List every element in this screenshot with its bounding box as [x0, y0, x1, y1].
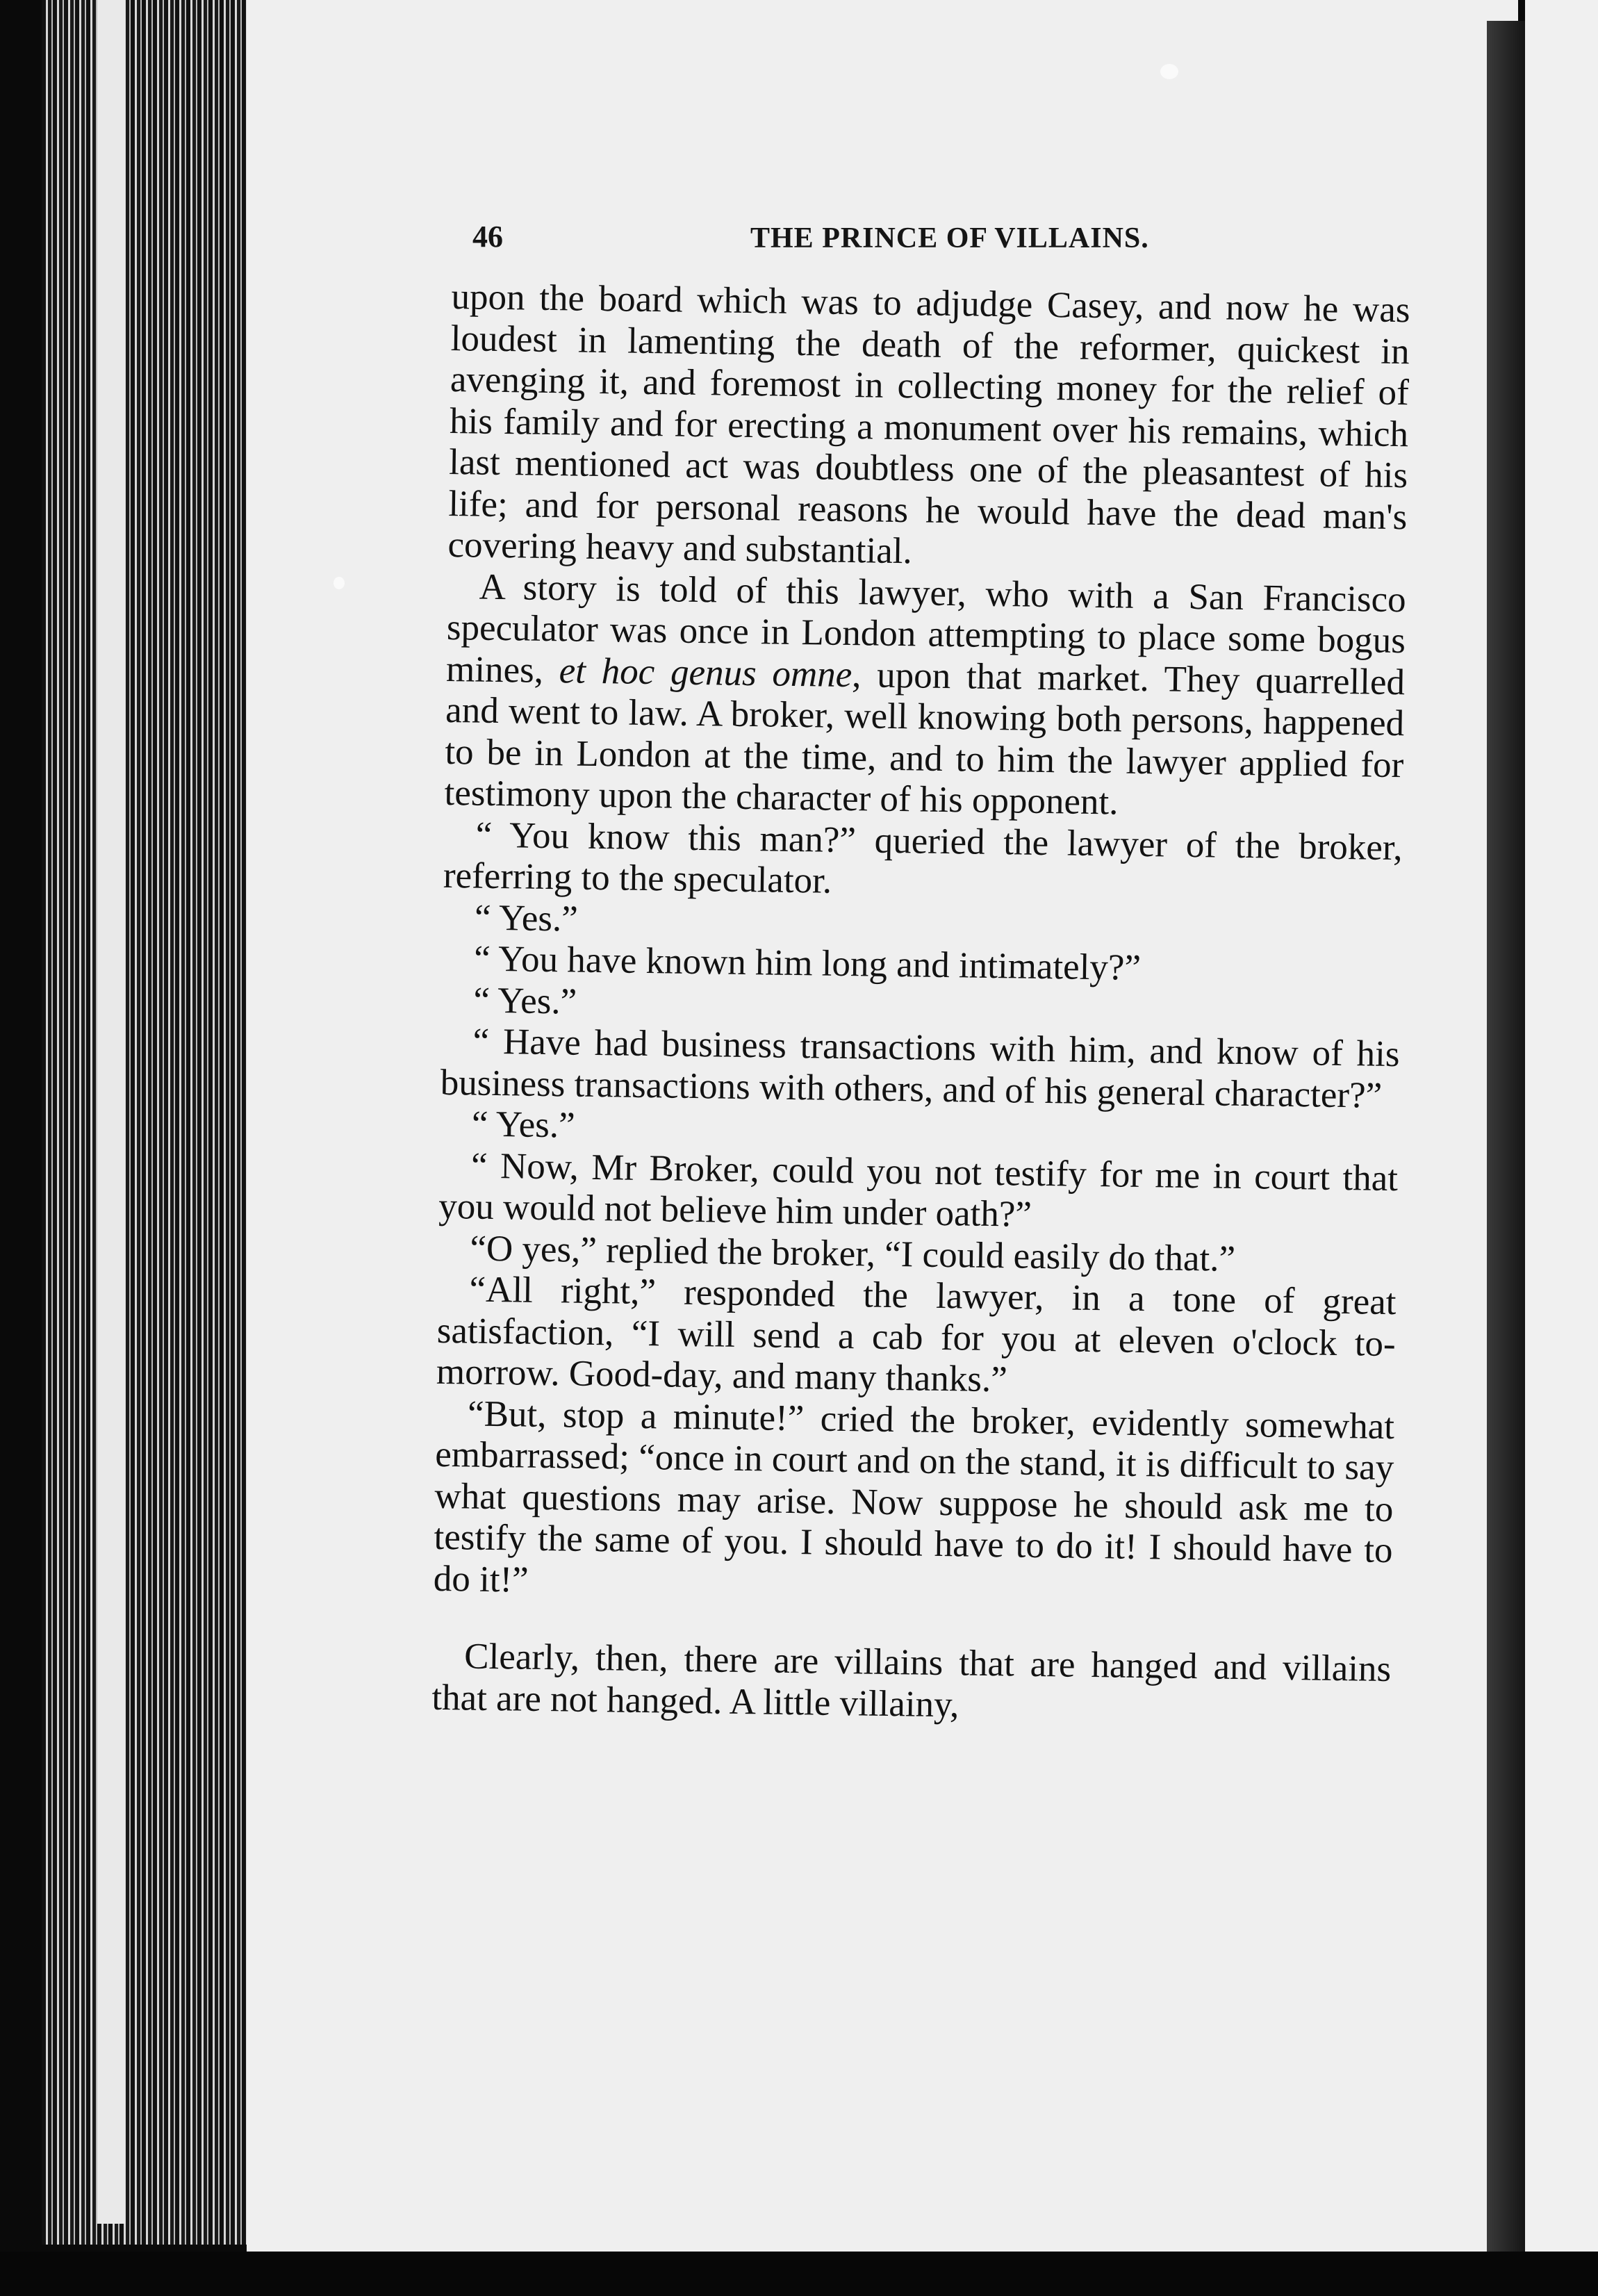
page-edge-highlight	[97, 0, 125, 2224]
text-span: “ You know this man?” queried the lawyer of the broker, referring to the speculator.	[443, 814, 1403, 901]
facing-page-edge	[1525, 0, 1598, 2296]
text-span: “ You have known him long and intimately?”	[473, 938, 1142, 988]
paragraph	[436, 1269, 1397, 1407]
text-span: “O yes,” replied the broker, “I could easily do that.”	[470, 1228, 1236, 1279]
page-edges	[42, 0, 250, 2245]
text-span: “ Yes.”	[474, 897, 579, 940]
text-span: “All right,” responded the lawyer, in a tone of great satisfaction, “I will send a cab for you at eleven o'clock to-morrow. Good-day, and many thanks.”	[436, 1269, 1397, 1400]
paper-speck	[333, 577, 345, 589]
paragraph	[440, 1021, 1400, 1117]
text-span: Clearly, then, there are villains that are hanged and villains that are not hanged. A little villainy,	[431, 1636, 1392, 1725]
text-span: upon the board which was to adjudge Casey, and now he was loudest in lamenting the death of the reformer, quickest in avenging it, and foremost in collecting money for the relief of his family and for erecting a monument over his remains, which last mentioned act was doubtless one of the pleasantest of his life; and for personal reasons he would have the dead man's covering heavy and substantial.	[447, 277, 1410, 572]
text-span: “ Yes.”	[473, 980, 577, 1022]
page-number: 46	[472, 220, 503, 254]
text-span: “ Have had business transactions with him, and know of his business transactions with others, and of his general character?”	[440, 1021, 1400, 1116]
paragraph	[438, 1145, 1399, 1240]
text-span: “ Yes.”	[471, 1104, 576, 1146]
paragraph	[433, 1393, 1394, 1613]
paragraph	[431, 1636, 1392, 1732]
scan-border	[0, 2252, 1598, 2296]
text-span: , upon that market. They quarrelled and went to law. A broker, well knowing both persons, happened to be in London at the time, and to him the lawyer applied for testimony upon the character of his opponent.	[444, 654, 1406, 823]
running-head: THE PRINCE OF VILLAINS.	[750, 222, 1149, 254]
page-header	[472, 219, 1417, 261]
text-span: A story is told of this lawyer, who with a San Francisco speculator was once in London attempting to place some bogus mines,	[445, 566, 1407, 691]
paragraph	[447, 277, 1410, 580]
paragraph	[443, 814, 1403, 910]
paper-speck	[1160, 64, 1178, 79]
paragraph	[444, 566, 1406, 827]
text-span: “But, stop a minute!” cried the broker, evidently somewhat embarrassed; “once in court and on the stand, it is difficult to say what questions may arise. Now suppose he should ask me to testify the same of you. I should have to do it! I should have to do it!”	[433, 1393, 1395, 1600]
text-span: “ Now, Mr Broker, could you not testify for me in court that you would not believe him under oath?”	[438, 1145, 1399, 1235]
latin-phrase: et hoc genus omne	[559, 650, 852, 695]
body-text	[431, 277, 1410, 1732]
